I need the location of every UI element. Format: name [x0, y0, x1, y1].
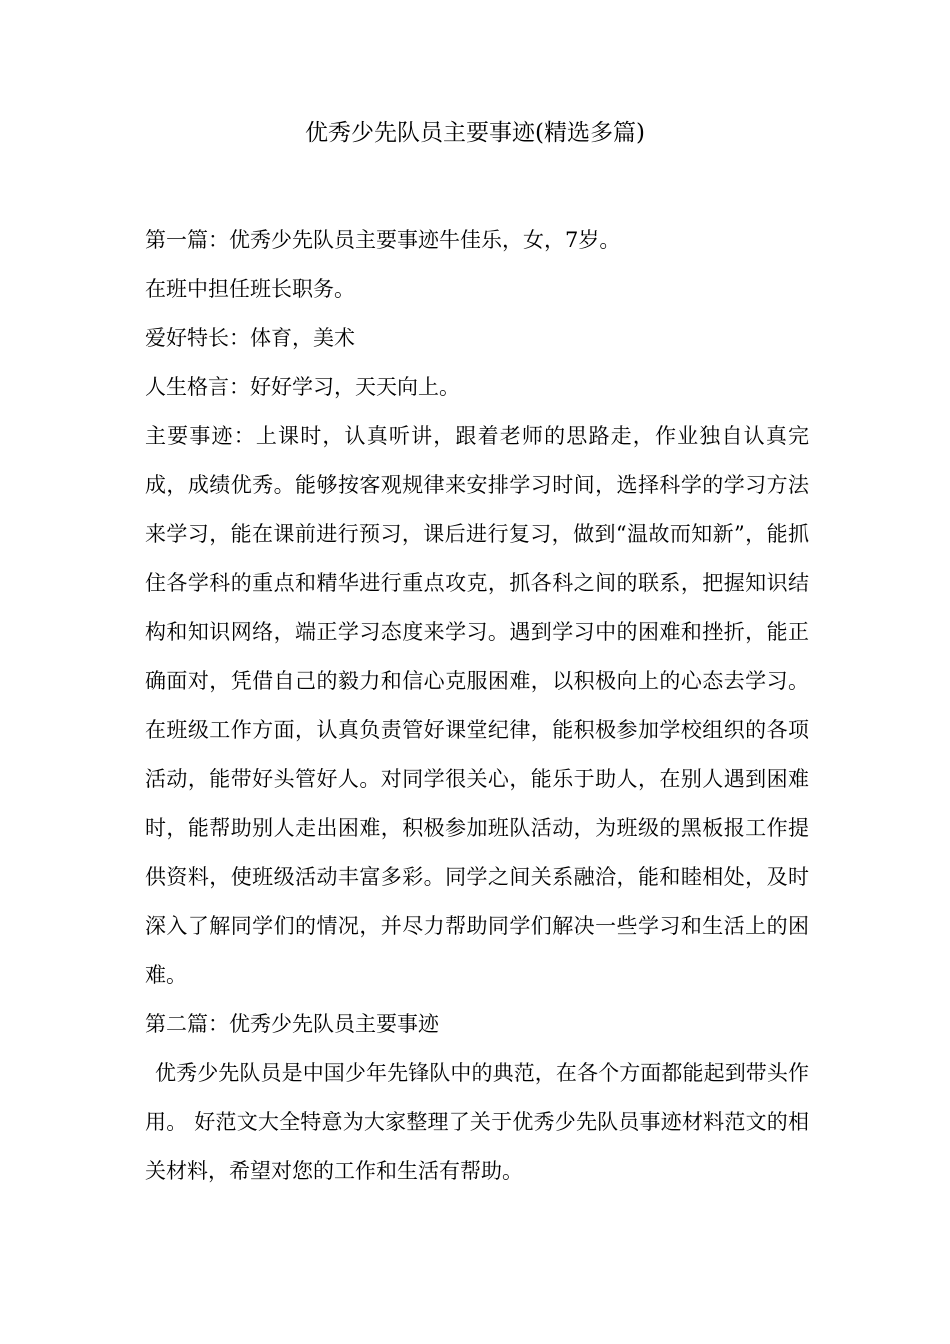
paragraph-intro-2: 优秀少先队员是中国少年先锋队中的典范，在各个方面都能起到带头作用。 好范文大全特意为大家整理了关于优秀少先队员事迹材料范文的相关材料，希望对您的工作和生活有帮助。: [145, 1061, 809, 1183]
paragraph-main-deeds: 主要事迹：上课时，认真听讲，跟着老师的思路走，作业独自认真完成，成绩优秀。能够按客观规律来安排学习时间，选择科学的学习方法来学习，能在课前进行预习，课后进行复习，做到“温故而知新”，能抓住各学科的重点和精华进行重点攻克，抓各科之间的联系，把握知识结构和知识网络，端正学习态度来学习。遇到学习中的困难和挫折，能正确面对，凭借自己的毅力和信心克服困难，以积极向上的心态去学习。在班级工作方面，认真负责管好课堂纪律，能积极参加学校组织的各项活动，能带好头管好人。对同学很关心，能乐于助人，在别人遇到困难时，能帮助别人走出困难，积极参加班队活动，为班级的黑板报工作提供资料，使班级活动丰富多彩。同学之间关系融洽，能和睦相处，及时深入了解同学们的情况，并尽力帮助同学们解决一些学习和生活上的困难。: [145, 424, 809, 987]
document-title: 优秀少先队员主要事迹(精选多篇): [305, 120, 645, 146]
paragraph-position: 在班中担任班长职务。: [145, 277, 355, 301]
paragraph-motto: 人生格言：好好学习，天天向上。: [145, 375, 460, 399]
paragraph-heading-1: 第一篇：优秀少先队员主要事迹牛佳乐，女，7岁。: [145, 228, 621, 252]
document-body: [145, 216, 809, 1196]
paragraph-heading-2: 第二篇：优秀少先队员主要事迹: [145, 1012, 439, 1036]
paragraph-hobbies: 爱好特长：体育，美术: [145, 326, 355, 350]
